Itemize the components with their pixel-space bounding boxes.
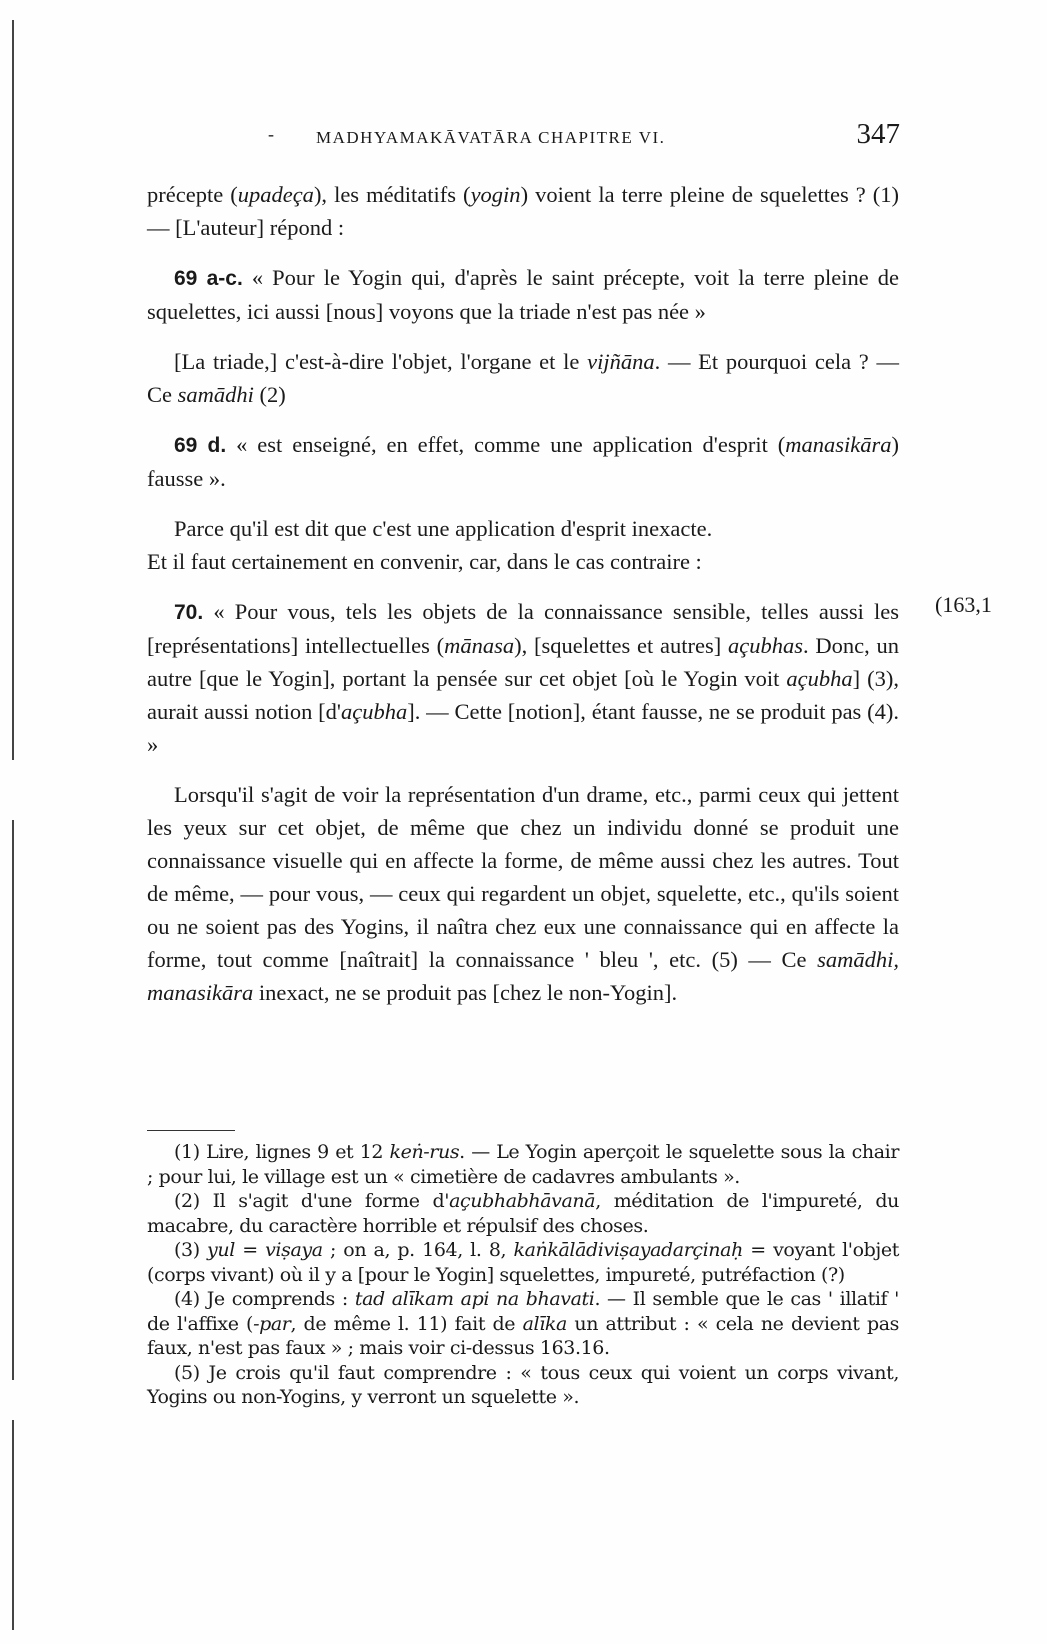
italic-term: samādhi, manasikāra xyxy=(147,947,899,1005)
footnote-3 xyxy=(147,1238,899,1287)
text-run: un attribut : « cela ne devient pas faux, n'est pas faux » ; mais voir ci-dessus 163.16. xyxy=(147,1312,899,1359)
italic-term: tad alīkam api na bhavati xyxy=(354,1288,595,1310)
footnote-2 xyxy=(147,1189,899,1238)
italic-term: upadeça xyxy=(237,182,314,207)
italic-term: manasikāra xyxy=(785,432,892,457)
text-run: « Pour vous, tels les objets de la connaissance sensible, telles aussi les [représentations] intellectuelles ( xyxy=(147,599,899,658)
verse-number: 69 d. xyxy=(174,434,227,457)
paragraph-7 xyxy=(147,778,899,1009)
italic-term: mānasa xyxy=(444,633,515,658)
paragraph-1 xyxy=(147,178,899,244)
text-run: , de même l. 11) fait de xyxy=(290,1312,523,1335)
text-run: = voyant l'objet (corps vivant) où il y a [pour le Yogin] squelettes, impureté, putréfaction (?) xyxy=(147,1239,899,1286)
text-run: (3) xyxy=(174,1239,208,1261)
text-run: . — Il semble que le cas ' illatif ' de l'affixe ( xyxy=(147,1288,899,1335)
italic-term: açubha xyxy=(786,666,853,691)
italic-term: açubha xyxy=(340,699,408,724)
verse-70 xyxy=(147,595,899,761)
text-run: (5) Je crois qu'il faut comprendre : « tous ceux qui voient un corps vivant, Yogins ou non-Yogins, y verront un squelette ». xyxy=(147,1361,899,1408)
text-line: Parce qu'il est dit que c'est une application d'esprit inexacte. xyxy=(174,516,713,541)
verse-number: 70. xyxy=(174,601,204,624)
text-run: « est enseigné, en effet, comme une application d'esprit ( xyxy=(226,432,786,457)
italic-term: keṅ-rus xyxy=(389,1141,460,1163)
italic-term: kaṅkālādiviṣayadarçinaḥ xyxy=(513,1239,743,1261)
verse-69d xyxy=(147,428,899,495)
verse-69ac xyxy=(147,261,899,328)
text-run: . Donc, un autre [que le Yogin], portant la pensée sur cet objet [où le Yogin voit xyxy=(147,633,899,691)
text-run: . — Le Yogin aperçoit le squelette sous la chair ; pour lui, le village est un « cimetière de cadavres ambulants ». xyxy=(147,1141,900,1188)
text-run: ), [squelettes et autres] xyxy=(514,633,728,658)
italic-term: açubhabhāvanā xyxy=(449,1190,596,1212)
italic-term: açubhas xyxy=(727,633,803,658)
italic-term: vijñāna xyxy=(587,349,655,374)
text-run: ), les méditatifs ( xyxy=(313,182,471,207)
text-line: Et il faut certainement en convenir, car, dans le cas contraire : xyxy=(147,549,702,574)
italic-term: yul = viṣaya xyxy=(207,1239,323,1261)
text-run: , méditation de l'impureté, du macabre, du caractère horrible et répulsif des choses. xyxy=(147,1190,899,1237)
italic-term: yogin xyxy=(470,182,521,207)
text-run: ) voient la terre pleine de squelettes ? (1) — [L'auteur] répond : xyxy=(147,182,899,240)
text-run: ] (3), aurait aussi notion [d' xyxy=(147,666,900,724)
page-number: 347 xyxy=(856,118,900,150)
verse-text: « Pour le Yogin qui, d'après le saint précepte, voit la terre pleine de squelettes, ici aussi [nous] voyons que la triade n'est pas née » xyxy=(147,265,899,324)
paragraph-3 xyxy=(147,345,899,411)
text-run: [La triade,] c'est-à-dire l'objet, l'organe et le xyxy=(174,349,588,374)
footnote-5 xyxy=(147,1361,899,1410)
text-run: Lorsqu'il s'agit de voir la représentation d'un drame, etc., parmi ceux qui jettent les yeux sur cet objet, de même que chez un individu donné se produit une connaissance visuelle qui en affecte la forme, de même aussi chez les autres. Tout de même, — pour vous, — ceux qui regardent un objet, squelette, etc., qu'ils soient ou ne soient pas des Yogins, il naîtra chez eux une connaissance qui en affecte la forme, tout comme [naîtrait] la connaissance ' bleu ', etc. (5) — Ce xyxy=(147,782,899,972)
text-run: (2) Il s'agit d'une forme d' xyxy=(174,1190,450,1212)
footnote-rule xyxy=(147,1130,235,1131)
binding-edge-gap xyxy=(12,760,14,820)
running-title: MADHYAMAKĀVATĀRA CHAPITRE VI. xyxy=(316,128,666,147)
text-run: inexact, ne se produit pas [chez le non-Yogin]. xyxy=(253,980,678,1005)
text-run: (4) Je comprends : xyxy=(174,1288,355,1310)
main-text xyxy=(147,178,899,1009)
text-run: précepte ( xyxy=(147,182,238,207)
verse-number: 69 a-c. xyxy=(174,267,243,290)
text-run: (2) xyxy=(253,382,286,407)
footnote-1 xyxy=(147,1140,899,1189)
italic-term: samādhi xyxy=(177,382,254,407)
binding-edge-gap xyxy=(12,1380,14,1420)
text-run: . — Et pourquoi cela ? — Ce xyxy=(147,349,899,407)
text-run: (1) Lire, lignes 9 et 12 xyxy=(174,1141,390,1163)
paragraph-5 xyxy=(147,512,899,578)
footnote-4 xyxy=(147,1287,899,1361)
running-header xyxy=(250,118,900,158)
italic-term: -par xyxy=(253,1312,291,1335)
text-run: ) fausse ». xyxy=(147,432,899,491)
header-dash: - xyxy=(268,124,274,144)
text-run: ; on a, p. 164, l. 8, xyxy=(322,1239,514,1261)
text-run: ]. — Cette [notion], étant fausse, ne se produit pas (4). » xyxy=(147,699,899,757)
margin-reference: (163,1 xyxy=(935,592,992,617)
footnotes xyxy=(147,1140,899,1410)
italic-term: alīka xyxy=(522,1312,567,1335)
